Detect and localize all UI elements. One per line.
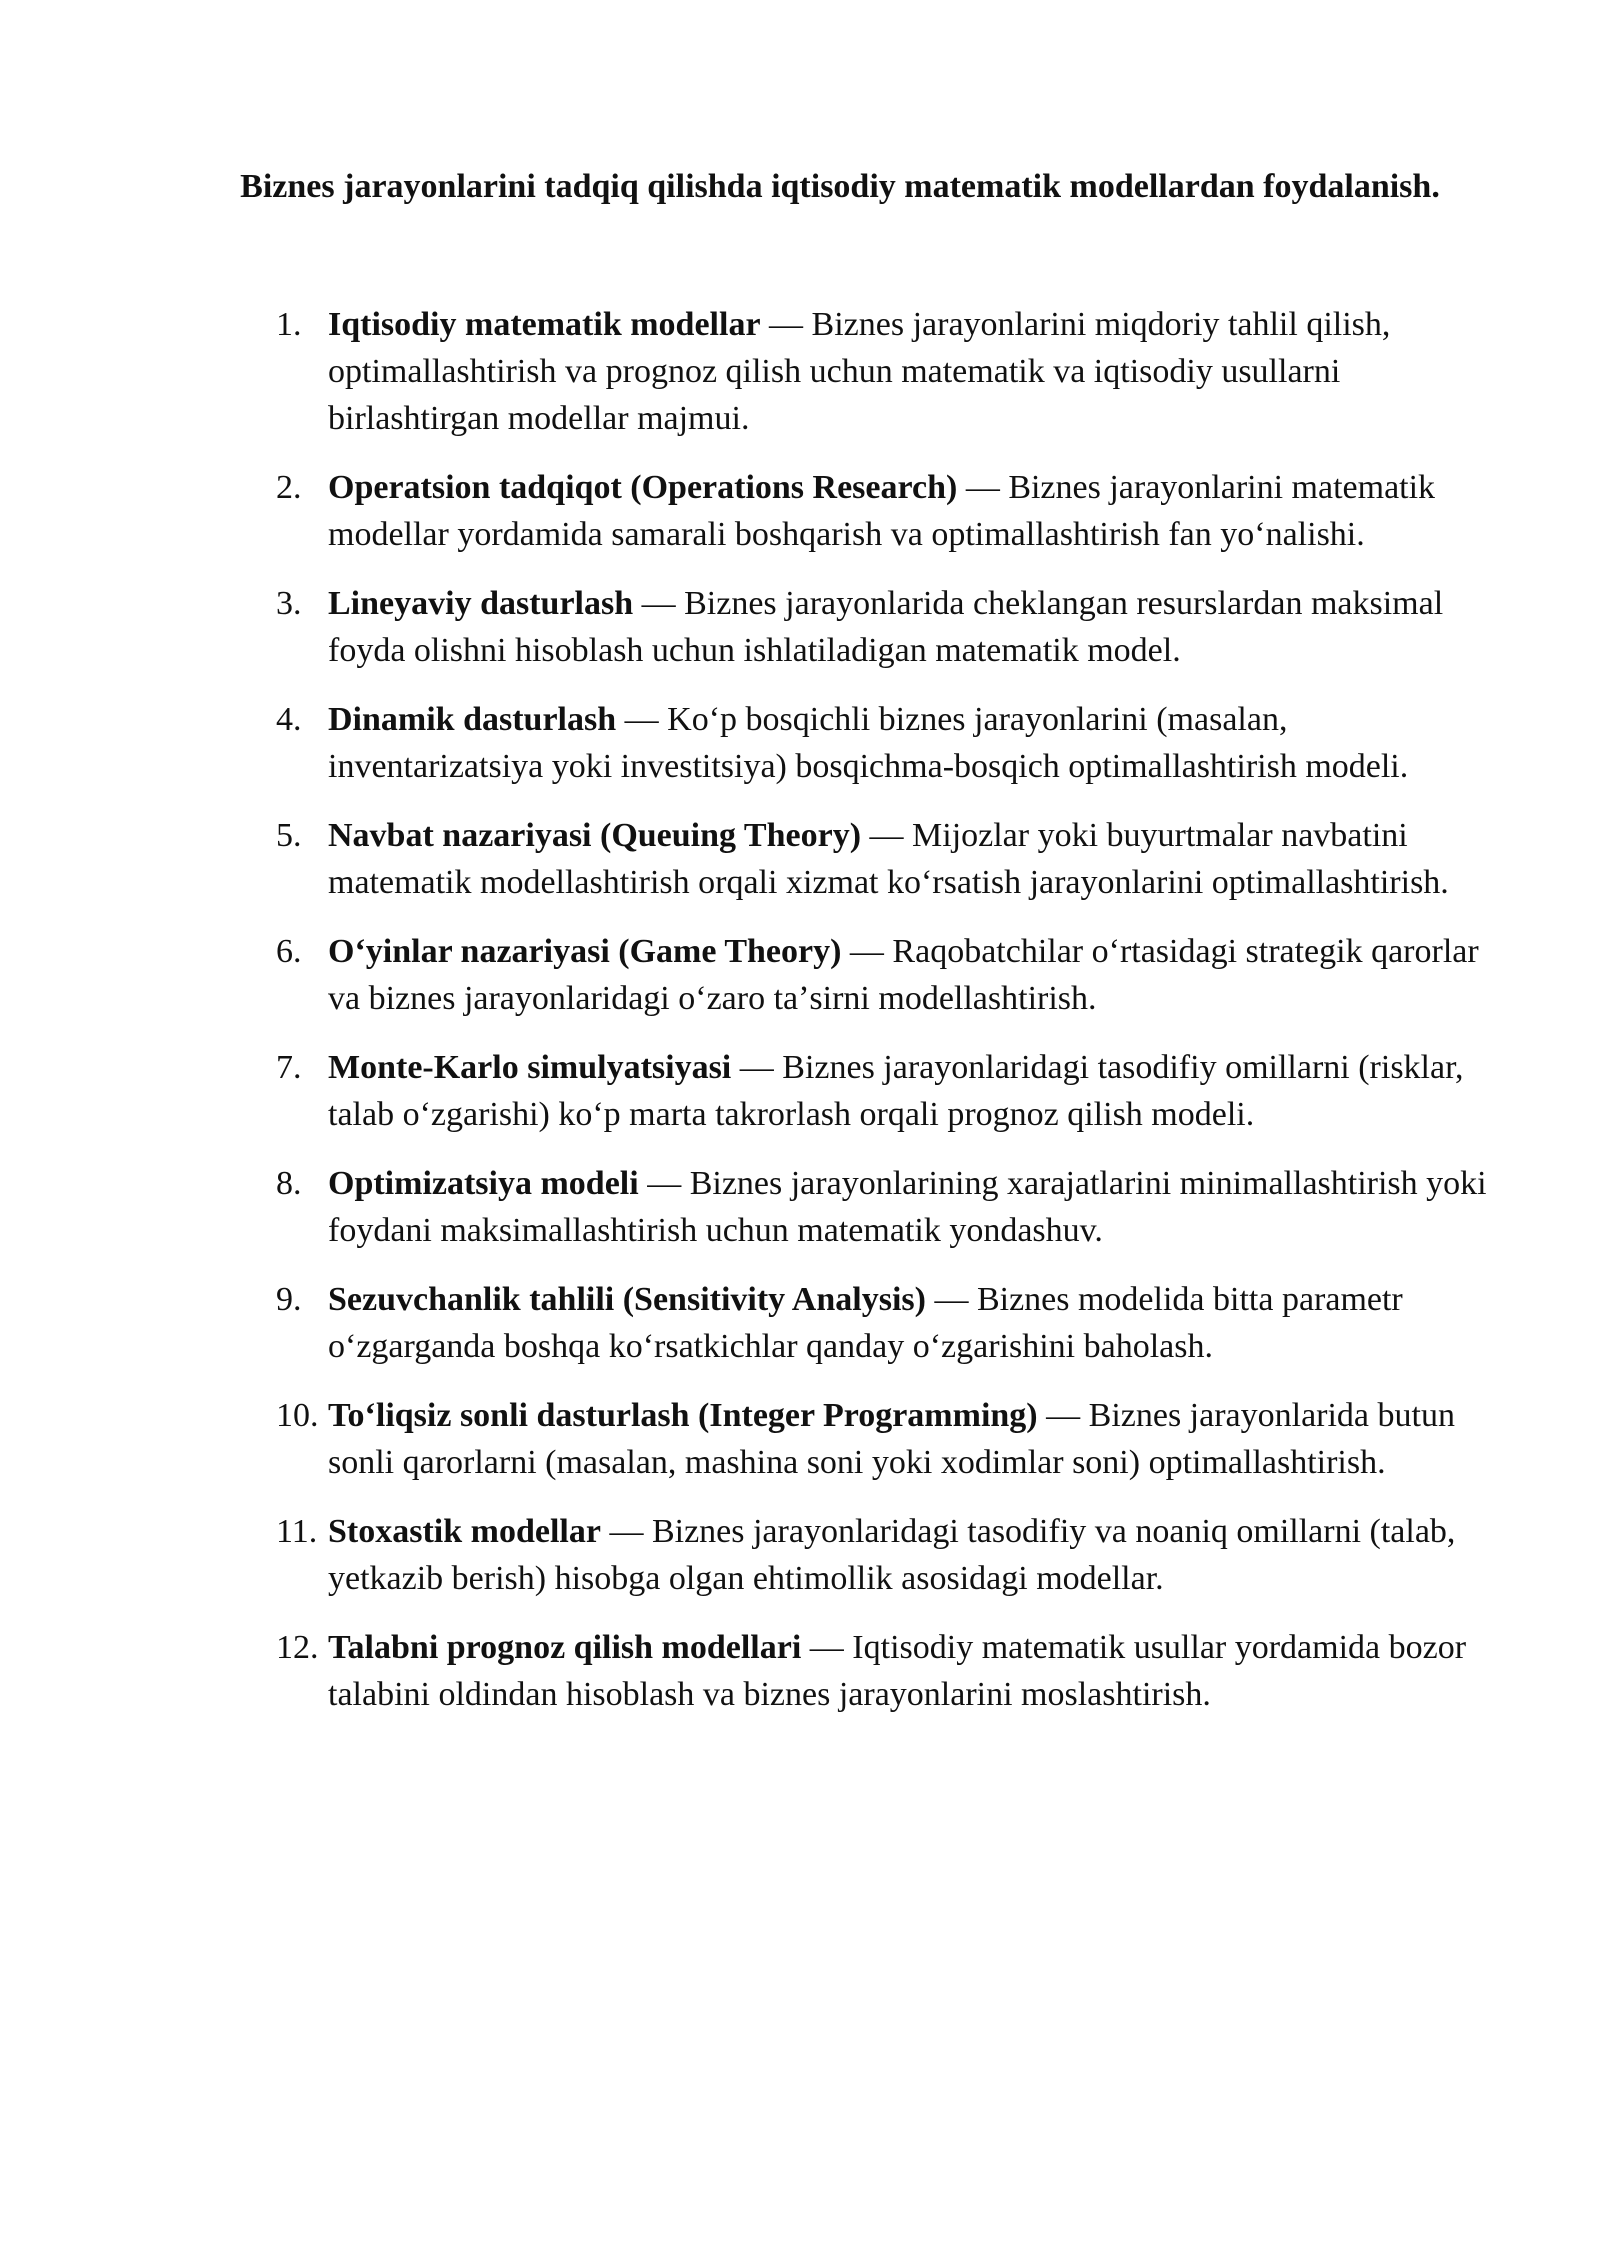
item-definition: Biznes jarayonlaridagi tasodifiy va noaniq omillarni (talab, yetkazib berish) hisobga olgan ehtimollik asosidagi modellar. — [328, 1513, 1456, 1597]
item-separator: — — [600, 1513, 652, 1550]
item-separator: — — [861, 817, 913, 854]
item-separator: — — [841, 933, 893, 970]
item-number: 7. — [276, 1049, 302, 1086]
item-separator: — — [731, 1049, 783, 1086]
item-number: 11. — [276, 1513, 318, 1550]
item-definition: Raqobatchilar oʻrtasidagi strategik qarorlar va biznes jarayonlaridagi oʻzaro taʼsirni modellashtirish. — [328, 933, 1479, 1017]
item-separator: — — [1037, 1397, 1089, 1434]
list-item — [0, 696, 1500, 790]
list-item — [0, 1392, 1500, 1486]
item-separator: — — [633, 585, 685, 622]
list-item — [0, 580, 1500, 674]
item-term: Lineyaviy dasturlash — [328, 585, 634, 622]
item-separator: — — [638, 1165, 690, 1202]
item-term: Dinamik dasturlash — [328, 701, 617, 738]
item-number: 4. — [276, 701, 302, 738]
item-definition: Biznes jarayonlarini matematik modellar yordamida samarali boshqarish va optimallashtirish fan yoʻnalishi. — [328, 469, 1436, 553]
item-definition: Biznes jarayonlarining xarajatlarini minimallashtirish yoki foydani maksimallashtirish uchun matematik yondashuv. — [328, 1165, 1487, 1249]
item-term: Oʻyinlar nazariyasi (Game Theory) — [328, 933, 842, 970]
list-item — [0, 928, 1500, 1022]
list-item — [0, 464, 1500, 558]
item-number: 2. — [276, 469, 302, 506]
item-number: 10. — [276, 1397, 319, 1434]
item-definition: Koʻp bosqichli biznes jarayonlarini (masalan, inventarizatsiya yoki investitsiya) bosqichma-bosqich optimallashtirish modeli. — [328, 701, 1409, 785]
item-term: Operatsion tadqiqot (Operations Research) — [328, 469, 958, 506]
list-item — [0, 1044, 1500, 1138]
list-item — [0, 301, 1500, 442]
item-term: Monte-Karlo simulyatsiyasi — [328, 1049, 732, 1086]
document-title: Biznes jarayonlarini tadqiq qilishda iqtisodiy matematik modellardan foydalanish. — [240, 168, 1440, 205]
list-item — [0, 812, 1500, 906]
item-term: Talabni prognoz qilish modellari — [328, 1629, 802, 1666]
item-definition: Iqtisodiy matematik usullar yordamida bozor talabini oldindan hisoblash va biznes jarayonlarini moslashtirish. — [328, 1629, 1467, 1713]
item-number: 6. — [276, 933, 302, 970]
item-number: 1. — [276, 306, 302, 343]
item-separator: — — [616, 701, 668, 738]
item-number: 5. — [276, 817, 302, 854]
item-definition: Biznes jarayonlarida butun sonli qarorlarni (masalan, mashina soni yoki xodimlar soni) optimallashtirish. — [328, 1397, 1455, 1481]
item-separator: — — [957, 469, 1009, 506]
item-term: Toʻliqsiz sonli dasturlash (Integer Programming) — [328, 1397, 1038, 1434]
item-number: 12. — [276, 1629, 319, 1666]
list-item — [0, 1160, 1500, 1254]
list-item — [0, 1276, 1500, 1370]
item-term: Sezuvchanlik tahlili (Sensitivity Analysis) — [328, 1281, 926, 1318]
item-separator: — — [925, 1281, 977, 1318]
item-definition: Biznes jarayonlarini miqdoriy tahlil qilish, optimallashtirish va prognoz qilish uchun matematik va iqtisodiy usullarni birlashtirgan modellar majmui. — [328, 306, 1391, 437]
item-definition: Biznes modelida bitta parametr oʻzgarganda boshqa koʻrsatkichlar qanday oʻzgarishini baholash. — [328, 1281, 1403, 1365]
item-definition: Mijozlar yoki buyurtmalar navbatini matematik modellashtirish orqali xizmat koʻrsatish jarayonlarini optimallashtirish. — [328, 817, 1449, 901]
item-number: 8. — [276, 1165, 302, 1202]
item-definition: Biznes jarayonlarida cheklangan resurslardan maksimal foyda olishni hisoblash uchun ishlatiladigan matematik model. — [328, 585, 1444, 669]
item-separator: — — [801, 1629, 853, 1666]
item-definition: Biznes jarayonlaridagi tasodifiy omillarni (risklar, talab oʻzgarishi) koʻp marta takrorlash orqali prognoz qilish modeli. — [328, 1049, 1464, 1133]
item-term: Stoxastik modellar — [328, 1513, 601, 1550]
item-term: Navbat nazariyasi (Queuing Theory) — [328, 817, 862, 854]
item-term: Optimizatsiya modeli — [328, 1165, 639, 1202]
definition-list — [0, 301, 1600, 1740]
list-item — [0, 1508, 1500, 1602]
item-number: 9. — [276, 1281, 302, 1318]
item-number: 3. — [276, 585, 302, 622]
list-item — [0, 1624, 1500, 1718]
item-separator: — — [760, 306, 812, 343]
item-term: Iqtisodiy matematik modellar — [328, 306, 761, 343]
